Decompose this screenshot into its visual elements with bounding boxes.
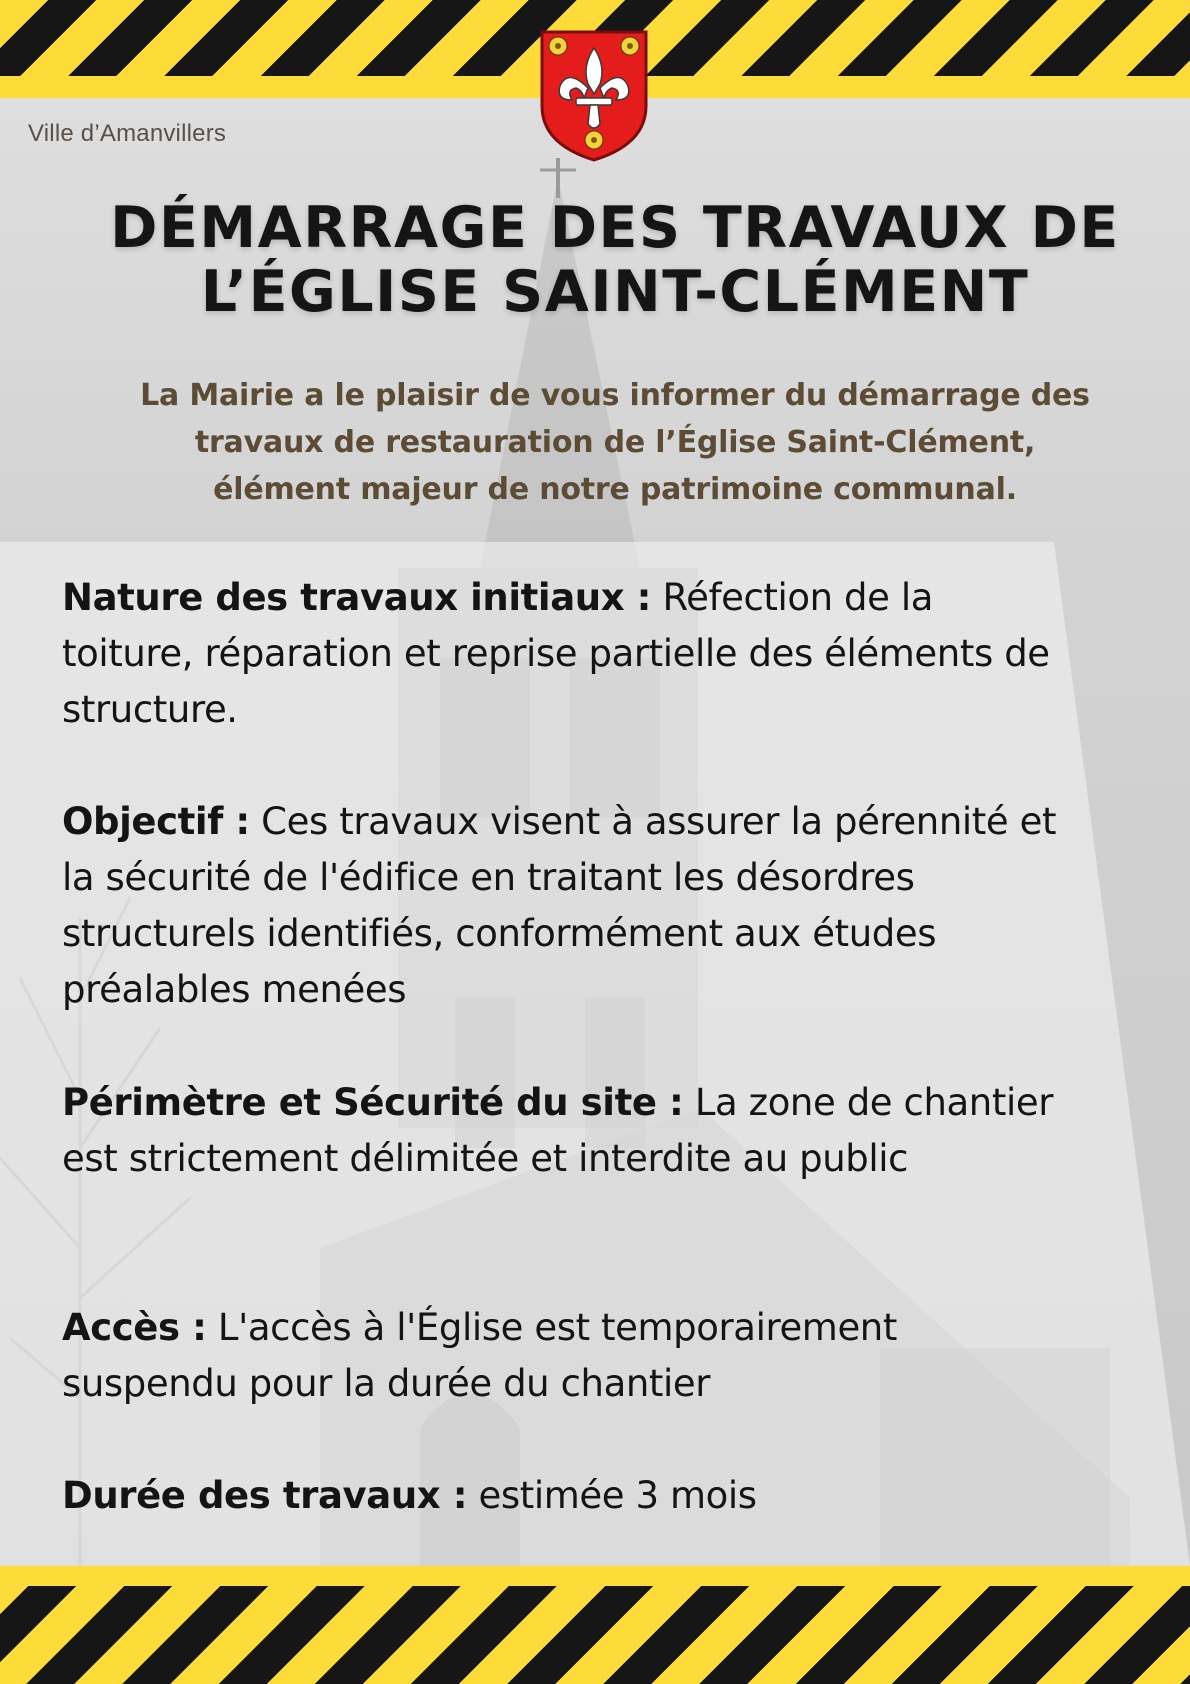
section-nature-travaux: [62, 570, 1062, 738]
hazard-stripe-bottom: [0, 1566, 1190, 1684]
section-text: L'accès à l'Église est temporairement suspendu pour la durée du chantier: [62, 1306, 897, 1405]
section-perimetre-securite: [62, 1075, 1062, 1187]
section-label: Accès :: [62, 1306, 207, 1349]
section-label: Objectif :: [62, 800, 250, 843]
section-label: Nature des travaux initiaux :: [62, 576, 652, 619]
page-title: [110, 196, 1120, 324]
section-label: Périmètre et Sécurité du site :: [62, 1081, 684, 1124]
section-objectif: [62, 794, 1062, 1018]
section-text: La zone de chantier est strictement délimitée et interdite au public: [62, 1081, 1054, 1180]
section-text: Ces travaux visent à assurer la pérennité et la sécurité de l'édifice en traitant les désordres structurels identifiés, conformément aux études préalables menées: [62, 800, 1057, 1011]
title-line-2: L’ÉGLISE SAINT-CLÉMENT: [200, 259, 1030, 325]
city-name: Ville d’Amanvillers: [28, 120, 227, 147]
section-acces: [62, 1300, 1062, 1412]
title-line-1: DÉMARRAGE DES TRAVAUX DE: [110, 195, 1120, 261]
coat-of-arms-icon: [538, 28, 650, 164]
intro-paragraph: La Mairie a le plaisir de vous informer du démarrage des travaux de restauration de l’Église Saint-Clément, élément majeur de notre patrimoine communal.: [140, 378, 1090, 507]
section-text: Réfection de la toiture, réparation et reprise partielle des éléments de structure.: [62, 576, 1050, 731]
section-duree: [62, 1468, 1062, 1524]
section-text: estimée 3 mois: [478, 1474, 757, 1517]
section-label: Durée des travaux :: [62, 1474, 468, 1517]
